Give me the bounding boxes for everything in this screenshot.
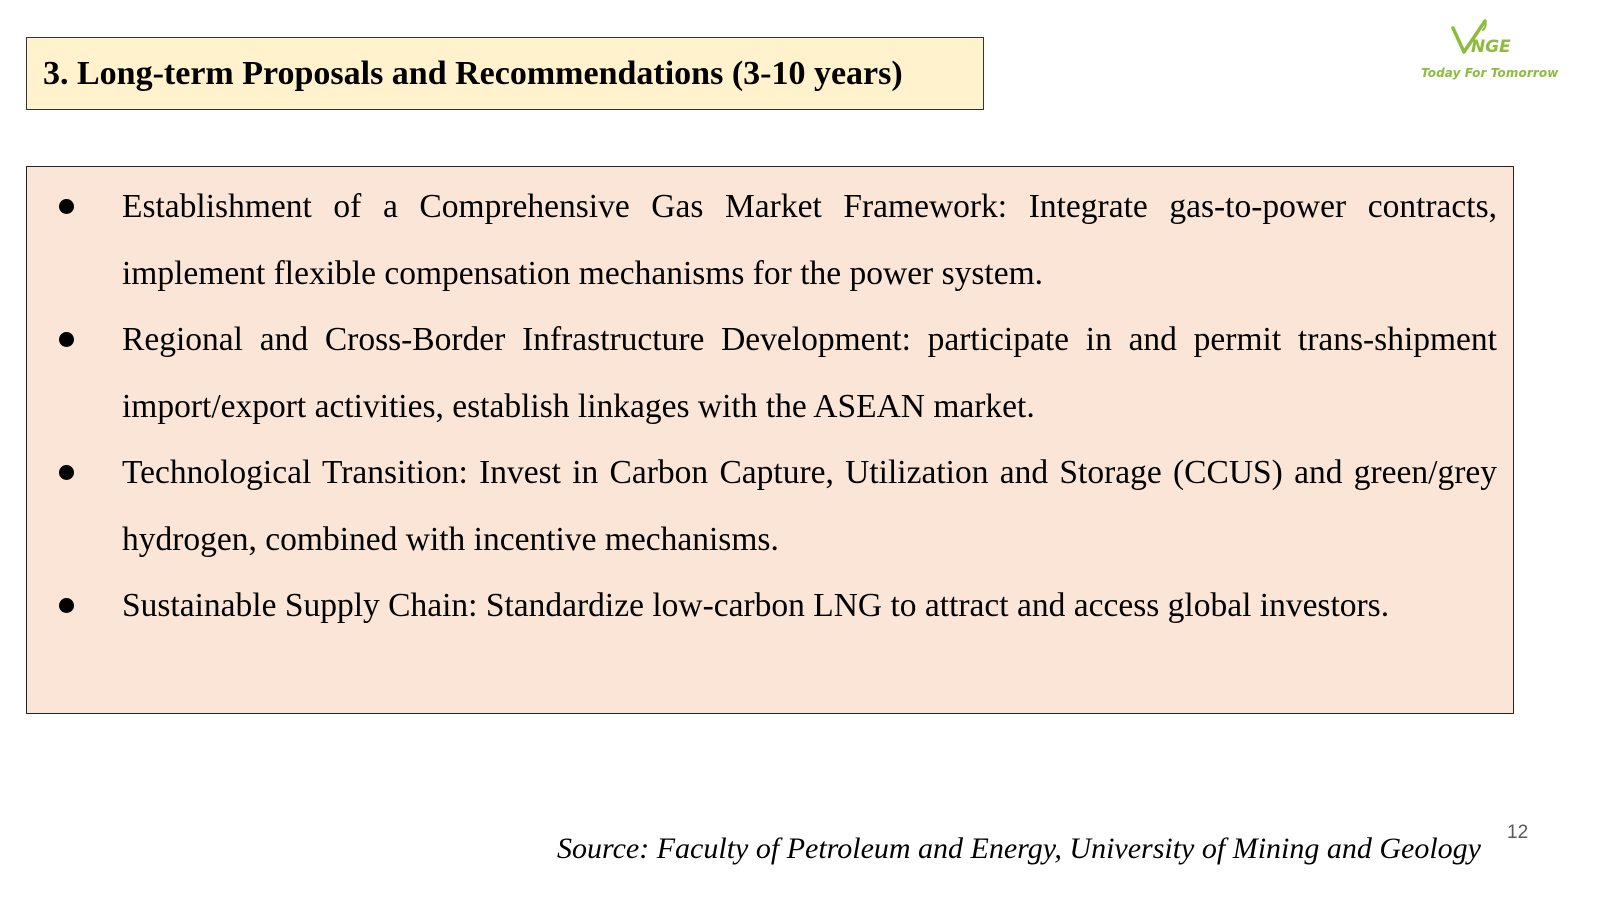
list-item-text: Sustainable Supply Chain: Standardize low-carbon LNG to attract and access global investors. bbox=[122, 587, 1390, 624]
bullet-icon bbox=[59, 332, 74, 347]
slide-title-box bbox=[26, 37, 984, 110]
list-item bbox=[122, 573, 1497, 640]
bullet-icon bbox=[59, 465, 74, 480]
recommendations-list bbox=[27, 174, 1513, 640]
slide-title: 3. Long-term Proposals and Recommendations (3-10 years) bbox=[43, 54, 903, 92]
bullet-icon bbox=[59, 199, 74, 214]
list-item bbox=[122, 174, 1497, 307]
source-citation: Source: Faculty of Petroleum and Energy, University of Mining and Geology bbox=[557, 832, 1481, 865]
list-item-text: Technological Transition: Invest in Carbon Capture, Utilization and Storage (CCUS) and green/grey hydrogen, combined with incentive mechanisms. bbox=[122, 454, 1497, 558]
vnge-logo-icon bbox=[1449, 18, 1519, 60]
list-item-text: Regional and Cross-Border Infrastructure Development: participate in and permit trans-shipment import/export activities, establish linkages with the ASEAN market. bbox=[122, 321, 1497, 425]
svg-text:NGE: NGE bbox=[1471, 37, 1511, 57]
list-item bbox=[122, 307, 1497, 440]
page-number: 12 bbox=[1507, 822, 1529, 843]
list-item bbox=[122, 440, 1497, 573]
logo-tagline: Today For Tomorrow bbox=[1421, 66, 1559, 80]
vnge-logo bbox=[1415, 18, 1559, 90]
bullet-icon bbox=[59, 598, 74, 613]
list-item-text: Establishment of a Comprehensive Gas Market Framework: Integrate gas-to-power contracts, implement flexible compensation mechanisms for the power system. bbox=[122, 188, 1497, 292]
recommendations-box bbox=[26, 166, 1514, 714]
